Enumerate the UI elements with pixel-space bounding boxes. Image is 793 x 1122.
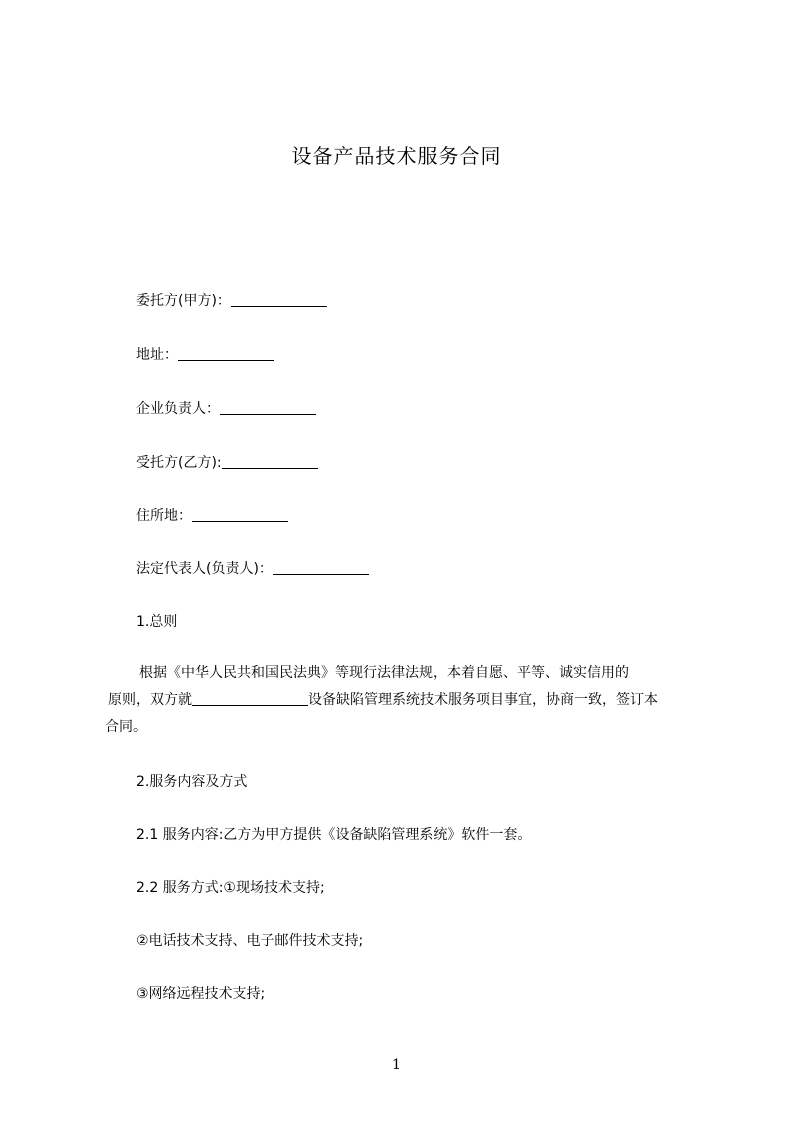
general-paragraph-line-3	[105, 714, 705, 741]
service-method: 2.2 服务方式:①现场技术支持;	[136, 880, 325, 896]
general-heading: 1.总则	[136, 614, 178, 630]
general-paragraph-text-1: 根据《中华人民共和国民法典》等现行法律法规，本着自愿、平等、诚实信用的	[139, 665, 629, 681]
client-label: 委托方(甲方)：	[136, 293, 231, 309]
address-blank[interactable]	[178, 346, 274, 361]
service-heading: 2.服务内容及方式	[136, 774, 248, 790]
general-paragraph-text-3: 合同。	[105, 719, 147, 735]
enterprise-leader-label: 企业负责人：	[136, 401, 220, 417]
residence-blank[interactable]	[192, 507, 288, 522]
general-paragraph	[105, 660, 705, 741]
residence-field	[136, 506, 288, 526]
general-paragraph-text-2a: 原则，双方就	[108, 692, 192, 708]
document-title: 设备产品技术服务合同	[291, 144, 502, 168]
service-method-2: ②电话技术支持、电子邮件技术支持;	[136, 933, 364, 949]
project-blank[interactable]	[192, 691, 308, 706]
enterprise-leader-blank[interactable]	[220, 400, 316, 415]
legal-rep-blank[interactable]	[273, 560, 369, 575]
legal-rep-field	[136, 559, 369, 579]
contractor-label: 受托方(乙方):	[136, 455, 222, 471]
enterprise-leader-field	[136, 399, 316, 419]
contractor-blank[interactable]	[222, 454, 318, 469]
legal-rep-label: 法定代表人(负责人)：	[136, 561, 273, 577]
client-field	[136, 291, 327, 311]
contractor-field	[136, 453, 318, 473]
service-method-3: ③网络远程技术支持;	[136, 986, 266, 1002]
general-paragraph-line-2	[105, 687, 705, 714]
residence-label: 住所地：	[136, 508, 192, 524]
client-blank[interactable]	[231, 292, 327, 307]
address-field	[136, 345, 274, 365]
address-label: 地址：	[136, 347, 178, 363]
page-number: 1	[392, 1057, 401, 1073]
service-content: 2.1 服务内容:乙方为甲方提供《设备缺陷管理系统》软件一套。	[136, 827, 532, 843]
general-paragraph-line-1	[105, 660, 705, 687]
general-paragraph-text-2b: 设备缺陷管理系统技术服务项目事宜，协商一致，签订本	[308, 692, 658, 708]
